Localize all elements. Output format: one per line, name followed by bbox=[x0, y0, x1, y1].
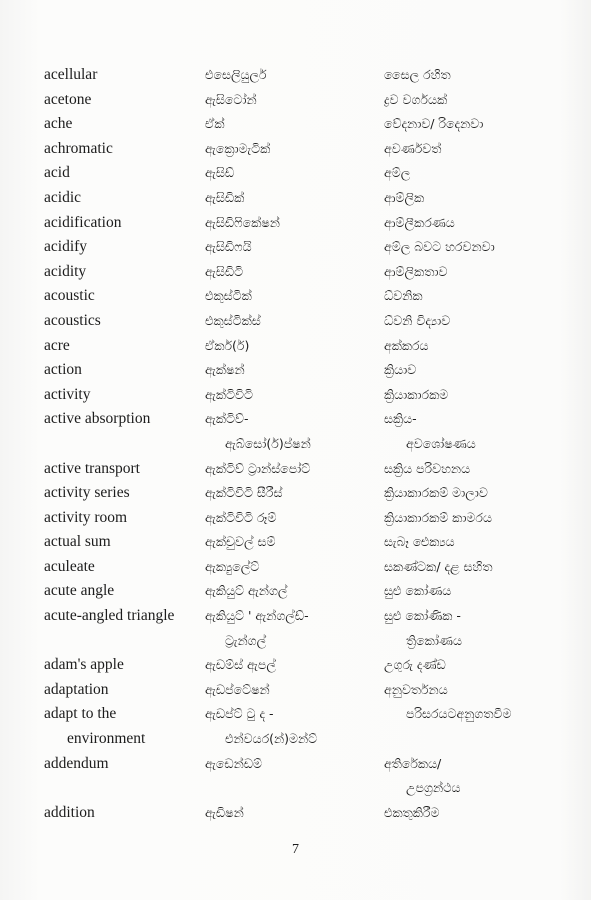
sinhala-transliteration bbox=[205, 260, 243, 285]
entry-row bbox=[0, 186, 591, 211]
sinhala-transliteration bbox=[205, 358, 245, 383]
english-term bbox=[44, 137, 113, 162]
english-term-line: active absorption bbox=[44, 410, 151, 428]
sinhala-transliteration bbox=[205, 555, 259, 580]
entry-row bbox=[0, 481, 591, 506]
sinhala-meaning bbox=[384, 481, 488, 506]
english-term-line: adapt to the bbox=[44, 705, 117, 723]
sinhala-transliteration bbox=[205, 530, 275, 555]
sinhala-meaning bbox=[384, 284, 423, 309]
english-term bbox=[44, 653, 124, 678]
sinhala-meaning bbox=[384, 211, 455, 236]
english-term bbox=[44, 112, 72, 137]
sinhala-transliteration bbox=[205, 801, 244, 826]
sinhala-transliteration bbox=[205, 481, 282, 506]
sinhala-meaning bbox=[384, 653, 446, 678]
english-term bbox=[44, 407, 150, 432]
english-term bbox=[44, 752, 109, 777]
english-term bbox=[44, 88, 91, 113]
entry-row bbox=[0, 309, 591, 334]
sinhala-meaning-line: ක්‍රියාව bbox=[384, 362, 417, 378]
entry-row bbox=[0, 653, 591, 678]
sinhala-meaning bbox=[384, 383, 448, 408]
english-term bbox=[44, 334, 70, 359]
page-number: 7 bbox=[292, 842, 299, 857]
english-term-line: acidify bbox=[44, 238, 88, 256]
entry-row bbox=[0, 137, 591, 162]
english-term-line: adaptation bbox=[44, 680, 109, 698]
sinhala-meaning bbox=[384, 186, 424, 211]
entry-row bbox=[0, 334, 591, 359]
sinhala-meaning-line: ආම්ලීකරණය bbox=[384, 214, 455, 230]
sinhala-meaning-line: අතිරේකය/ bbox=[384, 755, 442, 771]
sinhala-transliteration-line: ඇක්ටිව්- bbox=[205, 411, 249, 427]
english-term-line: acute-angled triangle bbox=[44, 607, 175, 625]
english-term-line: activity bbox=[44, 385, 91, 403]
sinhala-transliteration bbox=[205, 284, 252, 309]
sinhala-meaning-line: එකතුකිරීම bbox=[384, 804, 440, 820]
sinhala-meaning bbox=[384, 678, 448, 703]
sinhala-transliteration bbox=[205, 752, 262, 777]
english-term-line: aculeate bbox=[44, 557, 95, 575]
sinhala-transliteration-line: ඇක්ටිවිටි bbox=[205, 386, 253, 402]
sinhala-transliteration-line: ඇසිටෝන් bbox=[205, 91, 257, 107]
sinhala-meaning-line: අක්කරය bbox=[384, 337, 429, 353]
english-term-line: acid bbox=[44, 164, 70, 182]
english-term bbox=[44, 383, 91, 408]
sinhala-transliteration bbox=[205, 407, 311, 456]
english-term-line: activity series bbox=[44, 484, 130, 502]
english-term bbox=[44, 309, 101, 334]
sinhala-transliteration-line: ඇසිඩික් bbox=[205, 189, 245, 205]
english-term bbox=[44, 186, 81, 211]
sinhala-transliteration-line: ඇක්ටිව් ට්‍රාන්ස්පෝට් bbox=[205, 460, 311, 476]
sinhala-transliteration bbox=[205, 604, 309, 653]
sinhala-transliteration bbox=[205, 457, 310, 482]
sinhala-transliteration bbox=[205, 383, 253, 408]
english-term bbox=[44, 801, 95, 826]
sinhala-transliteration bbox=[205, 63, 267, 88]
english-term bbox=[44, 604, 174, 629]
entry-row bbox=[0, 752, 591, 801]
sinhala-meaning-line: සැබෑ ඓක්‍යය bbox=[384, 534, 455, 550]
sinhala-transliteration bbox=[205, 235, 252, 260]
sinhala-transliteration-line: ඇක්ටිවිටි සීරීස් bbox=[205, 485, 283, 501]
sinhala-transliteration-line: ඇඩප්ටේෂන් bbox=[205, 681, 270, 697]
sinhala-meaning-line: ක්‍රියාකාරකම bbox=[384, 386, 449, 402]
english-term-line: addendum bbox=[44, 754, 109, 772]
sinhala-transliteration-line: ඇසිඩිෆිකේෂන් bbox=[205, 214, 280, 230]
entry-row bbox=[0, 407, 591, 456]
sinhala-transliteration bbox=[205, 579, 287, 604]
sinhala-meaning-line: අම්ල bbox=[384, 165, 411, 181]
entry-row bbox=[0, 112, 591, 137]
sinhala-meaning bbox=[384, 555, 493, 580]
sinhala-transliteration-line: ඇඩම්ස් ඇපල් bbox=[205, 657, 276, 673]
sinhala-meaning bbox=[384, 579, 451, 604]
english-term bbox=[44, 235, 87, 260]
english-term bbox=[44, 161, 70, 186]
sinhala-transliteration-line: ඇසිඩිෆයි bbox=[205, 239, 252, 255]
sinhala-meaning-line: උගුරු දණ්ඩ bbox=[384, 657, 446, 673]
sinhala-transliteration-line: එකුස්ටික් bbox=[205, 288, 252, 304]
english-term-line: acre bbox=[44, 336, 70, 354]
english-term bbox=[44, 211, 121, 236]
entry-row bbox=[0, 358, 591, 383]
sinhala-meaning-line: අවර්ණවත් bbox=[384, 140, 442, 156]
sinhala-meaning bbox=[384, 702, 511, 727]
sinhala-meaning-line: සුළු කෝණික - bbox=[384, 608, 461, 624]
sinhala-transliteration bbox=[205, 702, 317, 751]
sinhala-meaning-line: උපග්‍රන්ථය bbox=[406, 780, 461, 796]
sinhala-meaning-line: ද්‍රව වර්ගයක් bbox=[384, 91, 448, 107]
sinhala-transliteration-line: ඒකර්(ර්) bbox=[205, 337, 250, 353]
sinhala-meaning bbox=[384, 63, 451, 88]
sinhala-meaning-line: සුළු කෝණය bbox=[384, 583, 452, 599]
sinhala-transliteration bbox=[205, 112, 224, 137]
sinhala-transliteration-line: ඇකියුට් ' ඇන්ගල්ඩ්- bbox=[205, 608, 309, 624]
sinhala-meaning bbox=[384, 235, 495, 260]
sinhala-meaning-line: සෛල රහිත bbox=[384, 67, 451, 82]
sinhala-transliteration-line: ඇක්‍යුලේට් bbox=[205, 558, 260, 574]
entry-row bbox=[0, 604, 591, 653]
sinhala-transliteration-line: ඇඩප්ට් ටු ද - bbox=[205, 706, 274, 722]
sinhala-transliteration bbox=[205, 161, 234, 186]
sinhala-transliteration bbox=[205, 334, 249, 359]
english-term-line: acidic bbox=[44, 188, 82, 206]
sinhala-transliteration bbox=[205, 186, 244, 211]
english-term bbox=[44, 63, 97, 88]
entry-row bbox=[0, 801, 591, 826]
glossary-entries bbox=[0, 63, 591, 825]
sinhala-transliteration-line: එන්වයර(න්)මන්ට් bbox=[225, 731, 318, 747]
sinhala-meaning-line: පරිසරයටඅනුගතවීම bbox=[406, 706, 512, 722]
sinhala-transliteration-line: එසෙලියුලර් bbox=[205, 67, 267, 82]
english-term bbox=[44, 530, 111, 555]
sinhala-meaning-line: ක්‍රියාකාරකම් කාමරය bbox=[384, 509, 492, 525]
sinhala-transliteration-line: ඇක්චුවල් සම් bbox=[205, 534, 276, 550]
english-term-line: acoustics bbox=[44, 311, 101, 329]
sinhala-transliteration-line: ඇසිඩ් bbox=[205, 165, 235, 181]
sinhala-meaning-line: ත්‍රිකෝණය bbox=[406, 632, 462, 648]
english-term-line: active transport bbox=[44, 459, 140, 477]
sinhala-meaning bbox=[384, 88, 447, 113]
sinhala-transliteration bbox=[205, 137, 270, 162]
entry-row bbox=[0, 63, 591, 88]
entry-row bbox=[0, 579, 591, 604]
sinhala-meaning-line: සක්‍රිය පරිවහනය bbox=[384, 460, 471, 476]
entry-row bbox=[0, 506, 591, 531]
entry-row bbox=[0, 678, 591, 703]
english-term bbox=[44, 702, 145, 751]
entry-row bbox=[0, 235, 591, 260]
sinhala-transliteration bbox=[205, 678, 270, 703]
english-term-line: acellular bbox=[44, 66, 98, 83]
sinhala-meaning bbox=[384, 260, 447, 285]
entry-row bbox=[0, 702, 591, 751]
sinhala-meaning bbox=[384, 161, 410, 186]
sinhala-meaning-line: ධ්වනි විද්‍යාව bbox=[384, 312, 451, 328]
english-term-line: actual sum bbox=[44, 533, 111, 551]
sinhala-meaning bbox=[384, 506, 492, 531]
english-term bbox=[44, 481, 130, 506]
sinhala-meaning bbox=[384, 752, 461, 801]
english-term-line: ache bbox=[44, 115, 73, 133]
sinhala-meaning bbox=[384, 334, 429, 359]
sinhala-meaning-line: ධ්වනික bbox=[384, 288, 423, 304]
english-term-line: adam's apple bbox=[44, 656, 124, 674]
sinhala-meaning bbox=[384, 309, 450, 334]
english-term bbox=[44, 555, 95, 580]
sinhala-meaning-line: සක්‍රිය- bbox=[384, 411, 417, 427]
sinhala-transliteration-line: ඒක් bbox=[205, 116, 225, 132]
entry-row bbox=[0, 457, 591, 482]
english-term-line: acute angle bbox=[44, 582, 115, 600]
sinhala-transliteration-line: ට්‍රැන්ගල් bbox=[225, 632, 267, 648]
entry-row bbox=[0, 211, 591, 236]
english-term-line: action bbox=[44, 361, 82, 379]
sinhala-meaning bbox=[384, 137, 441, 162]
sinhala-meaning bbox=[384, 801, 439, 826]
sinhala-meaning-line: අවශෝෂණය bbox=[406, 435, 476, 451]
entry-row bbox=[0, 555, 591, 580]
english-term bbox=[44, 457, 140, 482]
sinhala-meaning-line: සකණ්ටක/ දළ සහිත bbox=[384, 558, 493, 574]
english-term-line: acetone bbox=[44, 90, 92, 108]
english-term bbox=[44, 506, 127, 531]
sinhala-transliteration bbox=[205, 506, 276, 531]
sinhala-transliteration-line: ඇසිඩිටි bbox=[205, 263, 244, 279]
sinhala-transliteration bbox=[205, 211, 280, 236]
sinhala-transliteration bbox=[205, 653, 276, 678]
entry-row bbox=[0, 383, 591, 408]
sinhala-transliteration-line: එකුස්ටික්ස් bbox=[205, 312, 261, 328]
sinhala-meaning bbox=[384, 530, 455, 555]
entry-row bbox=[0, 88, 591, 113]
entry-row bbox=[0, 284, 591, 309]
sinhala-meaning bbox=[384, 358, 416, 383]
sinhala-meaning-line: ආම්ලිකතාව bbox=[384, 263, 448, 279]
sinhala-meaning-line: අනුවර්තනය bbox=[384, 681, 448, 697]
sinhala-transliteration bbox=[205, 88, 257, 113]
entry-row bbox=[0, 161, 591, 186]
english-term bbox=[44, 579, 114, 604]
sinhala-transliteration-line: ඇක්ෂන් bbox=[205, 362, 245, 378]
sinhala-meaning-line: ක්‍රියාකාරකම් මාලාව bbox=[384, 485, 488, 501]
sinhala-meaning bbox=[384, 457, 470, 482]
english-term-line: achromatic bbox=[44, 139, 113, 157]
english-term bbox=[44, 678, 109, 703]
sinhala-transliteration-line: ඇක්ටිවිටි රූම් bbox=[205, 509, 277, 525]
entry-row bbox=[0, 530, 591, 555]
english-term bbox=[44, 358, 82, 383]
sinhala-meaning bbox=[384, 112, 483, 137]
sinhala-transliteration-line: ඇකියුට් ඇන්ගල් bbox=[205, 583, 288, 599]
english-term-line: acoustic bbox=[44, 287, 95, 305]
english-term-line: addition bbox=[44, 803, 95, 821]
english-term-line: environment bbox=[67, 730, 146, 748]
sinhala-meaning-line: අම්ල බවට හරවනවා bbox=[384, 239, 495, 255]
sinhala-meaning bbox=[384, 604, 462, 653]
entry-row bbox=[0, 260, 591, 285]
english-term bbox=[44, 260, 86, 285]
sinhala-transliteration-line: ඇඩිෂන් bbox=[205, 804, 244, 820]
sinhala-transliteration bbox=[205, 309, 261, 334]
english-term-line: acidity bbox=[44, 262, 87, 280]
english-term bbox=[44, 284, 95, 309]
sinhala-transliteration-line: ඇක්‍රොමැටික් bbox=[205, 140, 271, 156]
english-term-line: activity room bbox=[44, 508, 128, 526]
english-term-line: acidification bbox=[44, 213, 122, 231]
sinhala-meaning-line: ආම්ලික bbox=[384, 189, 425, 205]
sinhala-transliteration-line: ඇඩෙන්ඩම් bbox=[205, 755, 263, 771]
sinhala-meaning-line: වේදනාව/ රිදෙනවා bbox=[384, 116, 484, 132]
sinhala-meaning bbox=[384, 407, 476, 456]
sinhala-transliteration-line: ඇබ්සෝ(ර්)ප්ෂන් bbox=[225, 435, 311, 451]
